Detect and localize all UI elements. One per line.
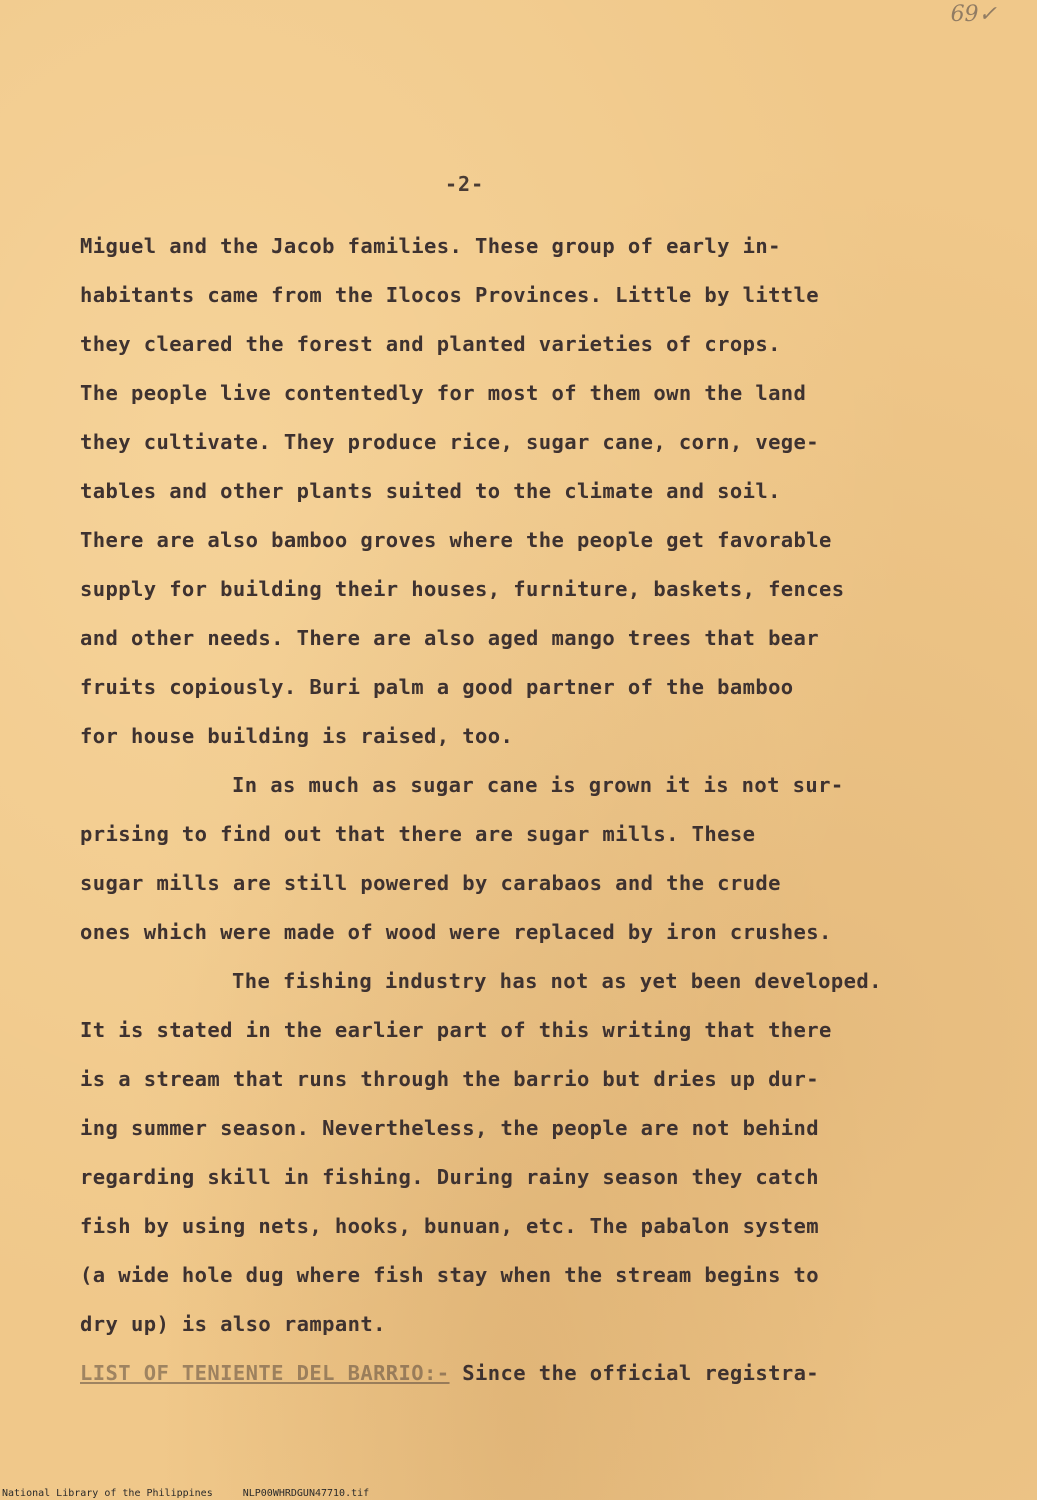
text-line: fish by using nets, hooks, bunuan, etc. The pabalon system [80, 1214, 820, 1238]
library-credit: National Library of the Philippines [2, 1488, 213, 1499]
text-line: habitants came from the Ilocos Provinces. Little by little [80, 283, 820, 307]
text-line: It is stated in the earlier part of this writing that there [80, 1018, 832, 1042]
text-line: fruits copiously. Buri palm a good partner of the bamboo [80, 675, 794, 699]
text-line: and other needs. There are also aged mango trees that bear [80, 626, 820, 650]
text-line: (a wide hole dug where fish stay when the stream begins to [80, 1263, 820, 1287]
text-line: for house building is raised, too. [80, 724, 514, 748]
section-heading-text: Since the official registra- [449, 1361, 820, 1385]
document-body [80, 222, 960, 1398]
text-line: regarding skill in fishing. During rainy season they catch [80, 1165, 820, 1189]
text-line: they cultivate. They produce rice, sugar cane, corn, vege- [80, 430, 820, 454]
page-number: -2- [445, 172, 485, 196]
scan-filename: NLP00WHRDGUN47710.tif [242, 1488, 370, 1499]
text-line: tables and other plants suited to the climate and soil. [80, 479, 781, 503]
text-line: prising to find out that there are sugar mills. These [80, 822, 756, 846]
text-line: ing summer season. Nevertheless, the people are not behind [80, 1116, 820, 1140]
text-line: supply for building their houses, furniture, baskets, fences [80, 577, 845, 601]
section-heading: LIST OF TENIENTE DEL BARRIO:- [80, 1361, 450, 1385]
text-line: There are also bamboo groves where the people get favorable [80, 528, 832, 552]
section-heading-line [80, 1349, 960, 1398]
text-line: The people live contentedly for most of them own the land [80, 381, 807, 405]
text-line: sugar mills are still powered by carabaos and the crude [80, 871, 781, 895]
text-line: ones which were made of wood were replaced by iron crushes. [80, 920, 832, 944]
text-line: In as much as sugar cane is grown it is not sur- [232, 773, 844, 797]
text-line: Miguel and the Jacob families. These group of early in- [80, 234, 781, 258]
text-line: is a stream that runs through the barrio but dries up dur- [80, 1067, 820, 1091]
text-line: they cleared the forest and planted varieties of crops. [80, 332, 781, 356]
scan-footer [2, 1488, 369, 1499]
handwritten-page-note: 69✓ [950, 2, 997, 27]
text-line: The fishing industry has not as yet been developed. [232, 969, 882, 993]
text-line: dry up) is also rampant. [80, 1312, 386, 1336]
